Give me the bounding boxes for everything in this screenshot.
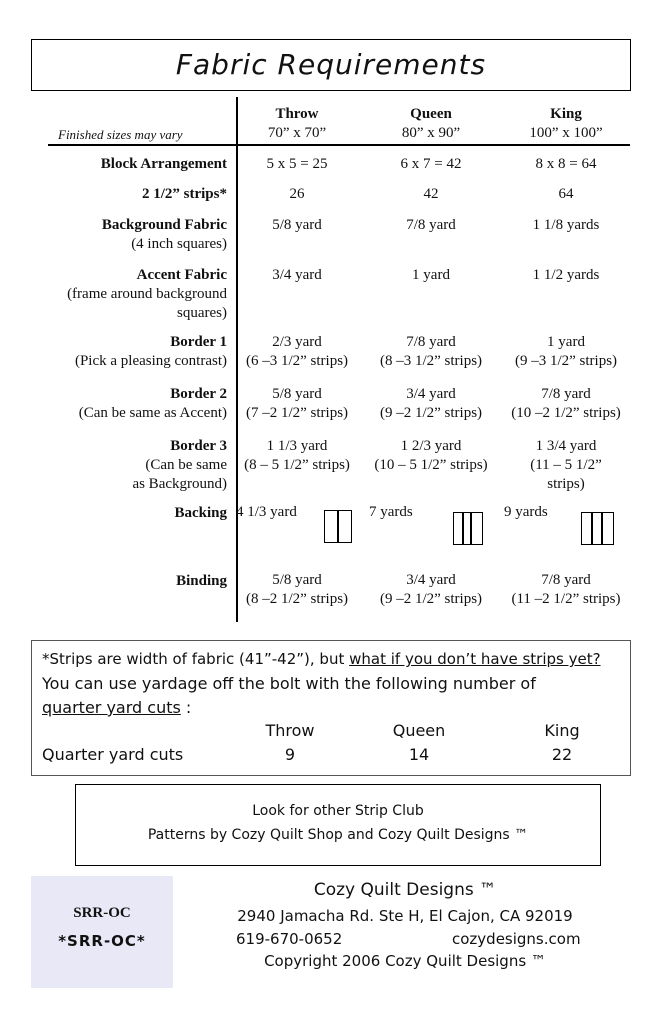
cell-background-king: 1 1/8 yards xyxy=(532,217,600,233)
column-header-king: King xyxy=(550,106,582,122)
cell-border1-queen: 7/8 yard xyxy=(406,334,456,350)
strips-note-line-3: quarter yard cuts : xyxy=(42,698,192,717)
cell-border1-queen-strips: (8 –3 1/2” strips) xyxy=(379,353,483,369)
row-sublabel-background-fabric: (4 inch squares) xyxy=(131,236,227,252)
column-header-queen: Queen xyxy=(410,106,452,122)
column-header-throw: Throw xyxy=(275,106,319,122)
cell-border2-throw-strips: (7 –2 1/2” strips) xyxy=(245,405,349,421)
copyright: Copyright 2006 Cozy Quilt Designs ™ xyxy=(264,952,546,970)
pattern-code: SRR-OC xyxy=(73,905,131,921)
cuts-row-label: Quarter yard cuts xyxy=(42,745,184,764)
row-label-block-arrangement: Block Arrangement xyxy=(100,156,227,172)
cell-border2-king-strips: (10 –2 1/2” strips) xyxy=(511,405,621,421)
cell-border3-queen-strips: (10 – 5 1/2” strips) xyxy=(374,457,488,473)
cell-binding-throw: 5/8 yard xyxy=(272,572,322,588)
cell-border3-throw-strips: (8 – 5 1/2” strips) xyxy=(244,457,350,473)
row-label-binding: Binding xyxy=(176,573,227,589)
cuts-header-king: King xyxy=(544,721,580,740)
company-phone: 619-670-0652 xyxy=(236,930,343,948)
cell-block-king: 8 x 8 = 64 xyxy=(535,156,597,172)
strips-note-box xyxy=(31,640,631,776)
cell-binding-queen: 3/4 yard xyxy=(406,572,456,588)
cell-strips-queen: 42 xyxy=(423,186,439,202)
cell-border3-king-strips-cont: strips) xyxy=(547,476,585,492)
row-sublabel-border-1: (Pick a pleasing contrast) xyxy=(74,353,227,369)
strip-club-line-2: Patterns by Cozy Quilt Shop and Cozy Quilt Designs ™ xyxy=(147,827,529,843)
cell-block-queen: 6 x 7 = 42 xyxy=(400,156,462,172)
cell-strips-king: 64 xyxy=(558,186,574,202)
row-sublabel-border-3: (Can be same xyxy=(145,457,227,473)
column-size-queen: 80” x 90” xyxy=(401,125,461,141)
page-title: Fabric Requirements xyxy=(175,48,487,81)
cuts-header-throw: Throw xyxy=(265,721,315,740)
row-sublabel-border-2: (Can be same as Accent) xyxy=(78,405,227,421)
table-header-divider xyxy=(48,144,630,146)
column-size-king: 100” x 100” xyxy=(529,125,603,141)
company-name: Cozy Quilt Designs ™ xyxy=(313,880,497,900)
row-label-accent-fabric: Accent Fabric xyxy=(136,267,227,283)
strip-club-box xyxy=(75,784,601,866)
cell-background-throw: 5/8 yard xyxy=(272,217,322,233)
cell-binding-queen-strips: (9 –2 1/2” strips) xyxy=(379,591,483,607)
cell-border3-throw: 1 1/3 yard xyxy=(266,438,328,454)
column-size-throw: 70” x 70” xyxy=(267,125,327,141)
cell-border2-throw: 5/8 yard xyxy=(272,386,322,402)
cell-border3-king-strips: (11 – 5 1/2” xyxy=(530,457,602,473)
cell-strips-throw: 26 xyxy=(289,186,305,202)
cuts-value-queen: 14 xyxy=(408,745,430,764)
pattern-code-box xyxy=(31,876,173,988)
cell-backing-king: 9 yards xyxy=(504,504,548,520)
cell-border2-queen: 3/4 yard xyxy=(406,386,456,402)
row-label-backing: Backing xyxy=(174,505,227,521)
strips-note-line-2: You can use yardage off the bolt with the following number of xyxy=(42,674,536,693)
cuts-value-king: 22 xyxy=(551,745,573,764)
cell-background-queen: 7/8 yard xyxy=(406,217,456,233)
row-sublabel-accent-fabric: (frame around background xyxy=(67,286,227,302)
row-label-border-1: Border 1 xyxy=(170,334,227,350)
title-box xyxy=(31,39,631,91)
cell-block-throw: 5 x 5 = 25 xyxy=(266,156,328,172)
cell-accent-queen: 1 yard xyxy=(412,267,450,283)
cell-border1-throw-strips: (6 –3 1/2” strips) xyxy=(245,353,349,369)
cell-accent-king: 1 1/2 yards xyxy=(532,267,600,283)
cuts-value-throw: 9 xyxy=(284,745,296,764)
cell-binding-throw-strips: (8 –2 1/2” strips) xyxy=(245,591,349,607)
cell-border1-king-strips: (9 –3 1/2” strips) xyxy=(514,353,618,369)
cell-border1-king: 1 yard xyxy=(547,334,585,350)
cell-border3-king: 1 3/4 yard xyxy=(535,438,597,454)
cell-binding-king: 7/8 yard xyxy=(541,572,591,588)
backing-queen-panels-icon xyxy=(453,512,483,545)
cell-backing-queen: 7 yards xyxy=(369,504,413,520)
cell-backing-throw: 4 1/3 yard xyxy=(236,504,297,520)
row-sublabel2-accent-fabric: squares) xyxy=(177,305,227,321)
row-label-border-2: Border 2 xyxy=(170,386,227,402)
row-label-strips: 2 1/2” strips* xyxy=(141,186,227,202)
cuts-header-queen: Queen xyxy=(392,721,446,740)
row-label-background-fabric: Background Fabric xyxy=(101,217,227,233)
pattern-code-barcode-text: *SRR-OC* xyxy=(58,932,146,950)
cell-border2-queen-strips: (9 –2 1/2” strips) xyxy=(379,405,483,421)
cell-border3-queen: 1 2/3 yard xyxy=(400,438,462,454)
cell-border2-king: 7/8 yard xyxy=(541,386,591,402)
strip-club-line-1: Look for other Strip Club xyxy=(252,803,424,819)
row-label-border-3: Border 3 xyxy=(170,438,227,454)
cell-binding-king-strips: (11 –2 1/2” strips) xyxy=(511,591,621,607)
company-website[interactable]: cozydesigns.com xyxy=(452,930,581,948)
backing-throw-panels-icon xyxy=(324,510,352,543)
cell-accent-throw: 3/4 yard xyxy=(272,267,322,283)
strips-note-line-1: *Strips are width of fabric (41”-42”), but what if you don’t have strips yet? xyxy=(42,650,601,668)
backing-king-panels-icon xyxy=(581,512,614,545)
finished-sizes-note: Finished sizes may vary xyxy=(58,127,183,142)
cell-border1-throw: 2/3 yard xyxy=(272,334,322,350)
company-address: 2940 Jamacha Rd. Ste H, El Cajon, CA 92019 xyxy=(237,907,573,925)
row-sublabel2-border-3: as Background) xyxy=(132,476,227,492)
